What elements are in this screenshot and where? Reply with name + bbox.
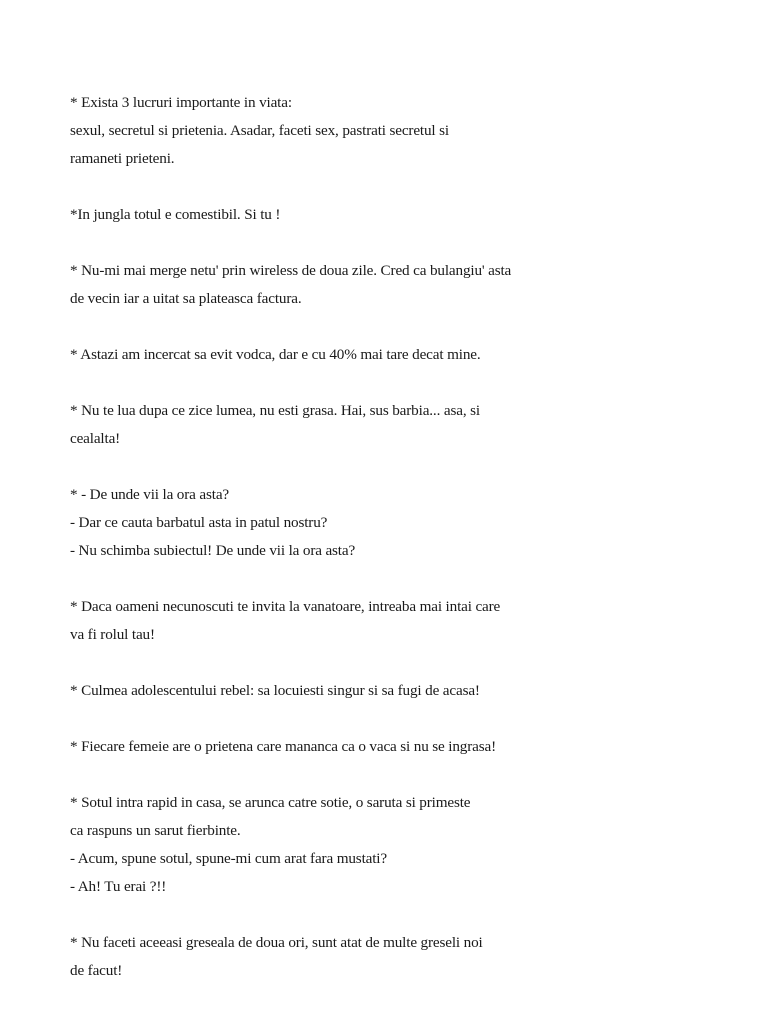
joke-paragraph (70, 481, 710, 565)
joke-paragraph (70, 89, 710, 173)
text-line: de vecin iar a uitat sa plateasca factura. (70, 290, 302, 307)
document-page (70, 89, 710, 1013)
joke-paragraph (70, 341, 710, 369)
text-line: * Fiecare femeie are o prietena care mananca ca o vaca si nu se ingrasa! (70, 738, 497, 755)
text-line: - Acum, spune sotul, spune-mi cum arat fara mustati? (70, 850, 387, 867)
text-line: * Sotul intra rapid in casa, se arunca catre sotie, o saruta si primeste (70, 794, 471, 811)
joke-paragraph (70, 257, 710, 313)
joke-paragraph (70, 593, 710, 649)
text-line: * Daca oameni necunoscuti te invita la vanatoare, intreaba mai intai care (70, 598, 501, 615)
joke-paragraph (70, 397, 710, 453)
text-line: * Exista 3 lucruri importante in viata: (70, 94, 292, 111)
text-line: ca raspuns un sarut fierbinte. (70, 822, 241, 839)
joke-paragraph (70, 733, 710, 761)
text-line: ramaneti prieteni. (70, 150, 175, 167)
text-line: va fi rolul tau! (70, 626, 155, 643)
text-line: * Nu te lua dupa ce zice lumea, nu esti grasa. Hai, sus barbia... asa, si (70, 402, 480, 419)
text-line: - Ah! Tu erai ?!! (70, 878, 167, 895)
text-line: * Nu-mi mai merge netu' prin wireless de doua zile. Cred ca bulangiu' asta (70, 262, 512, 279)
joke-paragraph (70, 677, 710, 705)
text-line: * Culmea adolescentului rebel: sa locuiesti singur si sa fugi de acasa! (70, 682, 480, 699)
joke-paragraph (70, 929, 710, 985)
text-line: * Nu faceti aceeasi greseala de doua ori, sunt atat de multe greseli noi (70, 934, 483, 951)
text-line: de facut! (70, 962, 123, 979)
text-line: * - De unde vii la ora asta? (70, 486, 229, 503)
text-line: *In jungla totul e comestibil. Si tu ! (70, 206, 281, 223)
joke-paragraph (70, 201, 710, 229)
joke-paragraph (70, 789, 710, 901)
text-line: sexul, secretul si prietenia. Asadar, faceti sex, pastrati secretul si (70, 122, 449, 139)
text-line: * Astazi am incercat sa evit vodca, dar e cu 40% mai tare decat mine. (70, 346, 481, 363)
text-line: - Nu schimba subiectul! De unde vii la ora asta? (70, 542, 356, 559)
text-line: cealalta! (70, 430, 121, 447)
text-line: - Dar ce cauta barbatul asta in patul nostru? (70, 514, 328, 531)
